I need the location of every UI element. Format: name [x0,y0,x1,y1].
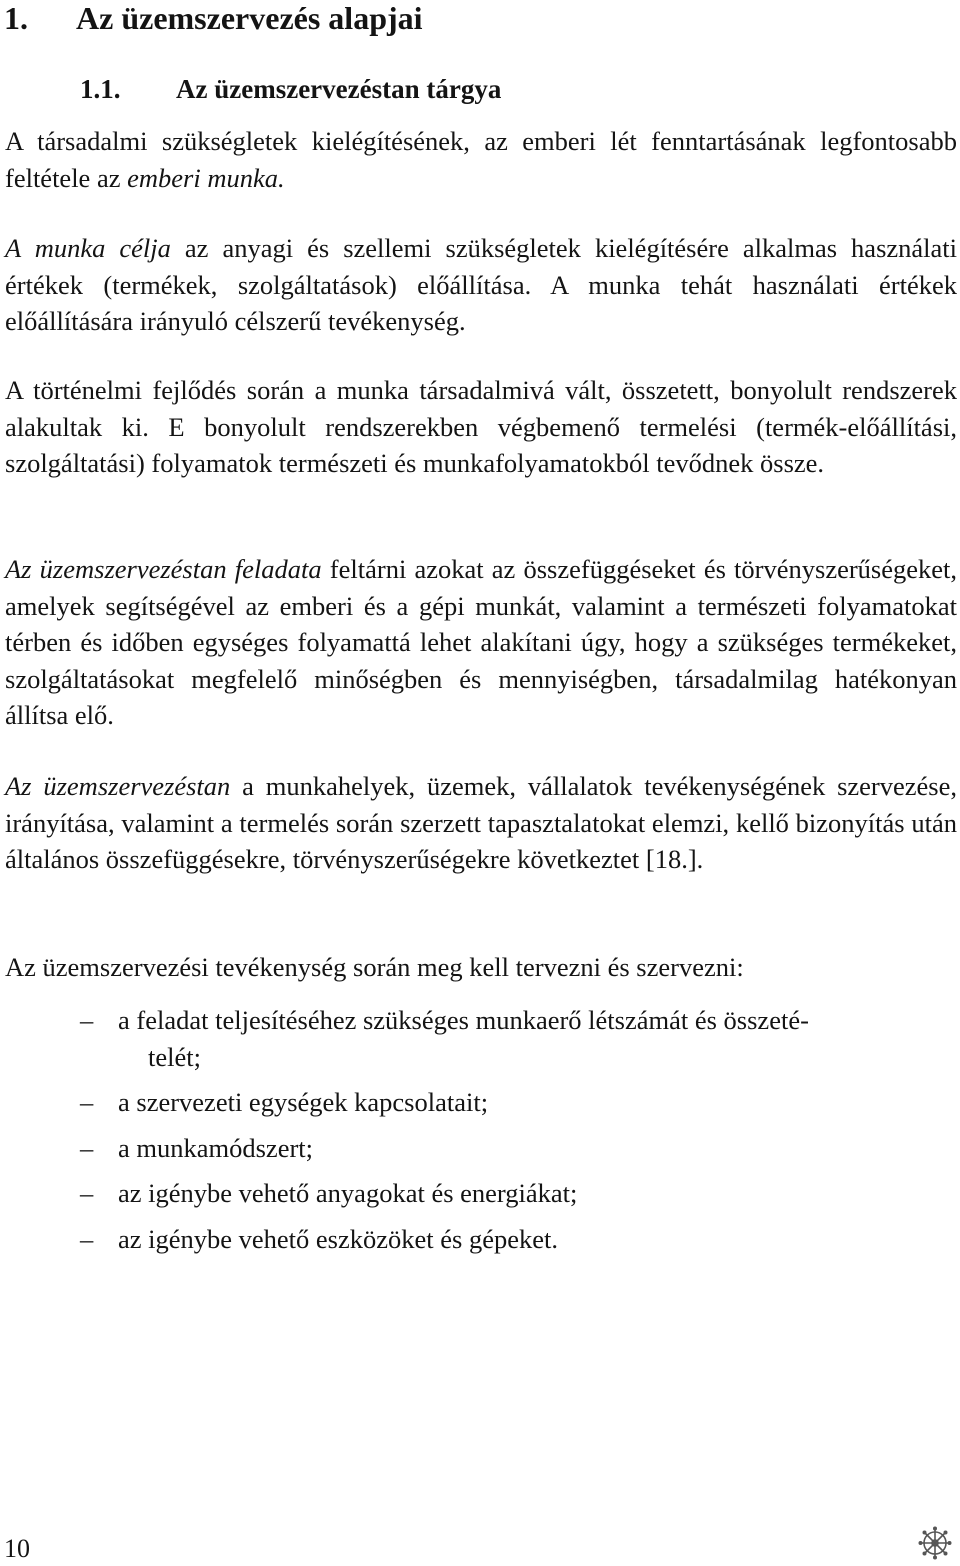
list-dash: – [80,1087,94,1117]
list-item-continuation: telét; [148,1041,201,1072]
page-number: 10 [4,1534,30,1563]
paragraph-2 [5,230,957,340]
paragraph-6-text: Az üzemszervezési tevékenység során meg kell tervezni és szervezni: [5,952,744,982]
paragraph-1 [5,123,957,196]
paragraph-4 [5,551,957,734]
paragraph-4-text: feltárni azokat az összefüggéseket és törvényszerűségeket, amelyek segítségével az emberi és a gépi munkát, valamint a természeti folyamatokat térben és időben egységes folyamattá lehet alakítani úgy, hogy a szükséges termékeket, szolgáltatásokat megfelelő minőségben és mennyiségben, társadalmilag hatékonyan állítsa elő. [5,554,957,730]
list-item [0,1175,948,1212]
list-item [0,1002,948,1075]
chapter-title: Az üzemszervezés alapjai [76,0,423,36]
list-item [0,1130,948,1167]
paragraph-2-text: az anyagi és szellemi szükségletek kielégítésére alkalmas használati értékek (termékek, szolgáltatások) előállítása. A munka tehát használati értékek előállítására irányuló célszerű tevékenység. [5,233,958,336]
paragraph-2-emphasis: A munka célja [5,233,171,263]
list-item-text: az igénybe vehető eszközöket és gépeket. [118,1223,558,1254]
paragraph-6 [5,949,957,986]
list-item-text: a munkamódszert; [118,1132,314,1163]
list-item-text: a szervezeti egységek kapcsolatait; [118,1087,489,1117]
paragraph-5-text: a munkahelyek, üzemek, vállalatok tevékenységének szervezése, irányítása, valamint a termelés során szerzett tapasztalatokat elemzi, kellő bizonyítás után általános összefüggésekre, törvényszerűségekre következtet [18.]. [5,771,957,874]
list-dash: – [80,1132,94,1163]
chapter-heading [4,0,423,40]
section-heading [80,70,501,108]
list-dash: – [80,1178,94,1208]
task-list [0,1002,960,1266]
list-dash: – [80,1223,94,1254]
section-number: 1.1. [80,74,121,104]
paragraph-3 [5,372,957,482]
paragraph-5-emphasis: Az üzemszervezéstan [5,771,231,801]
list-dash: – [80,1005,94,1035]
chapter-number: 1. [4,0,28,36]
dharma-wheel-icon [917,1525,953,1561]
section-title: Az üzemszervezéstan tárgya [176,74,502,104]
list-item [0,1221,948,1258]
paragraph-3-text: A történelmi fejlődés során a munka társadalmivá vált, összetett, bonyolult rendszerek alakultak ki. E bonyolult rendszerekben végbemenő termelési (termék-előállítási, szolgáltatási) folyamatok természeti és munkafolyamatokból tevődnek össze. [5,375,957,478]
paragraph-4-emphasis: Az üzemszervezéstan feladata [5,554,322,584]
paragraph-5 [5,768,957,878]
list-item [0,1084,948,1121]
list-item-text: az igénybe vehető anyagokat és energiákat; [118,1178,578,1208]
list-item-text: a feladat teljesítéséhez szükséges munkaerő létszámát és összeté- [118,1005,809,1035]
paragraph-1-text: A társadalmi szükségletek kielégítésének, az emberi lét fenntartásának legfontosabb feltétele az [5,126,957,193]
paragraph-1-emphasis: emberi munka. [127,162,285,193]
